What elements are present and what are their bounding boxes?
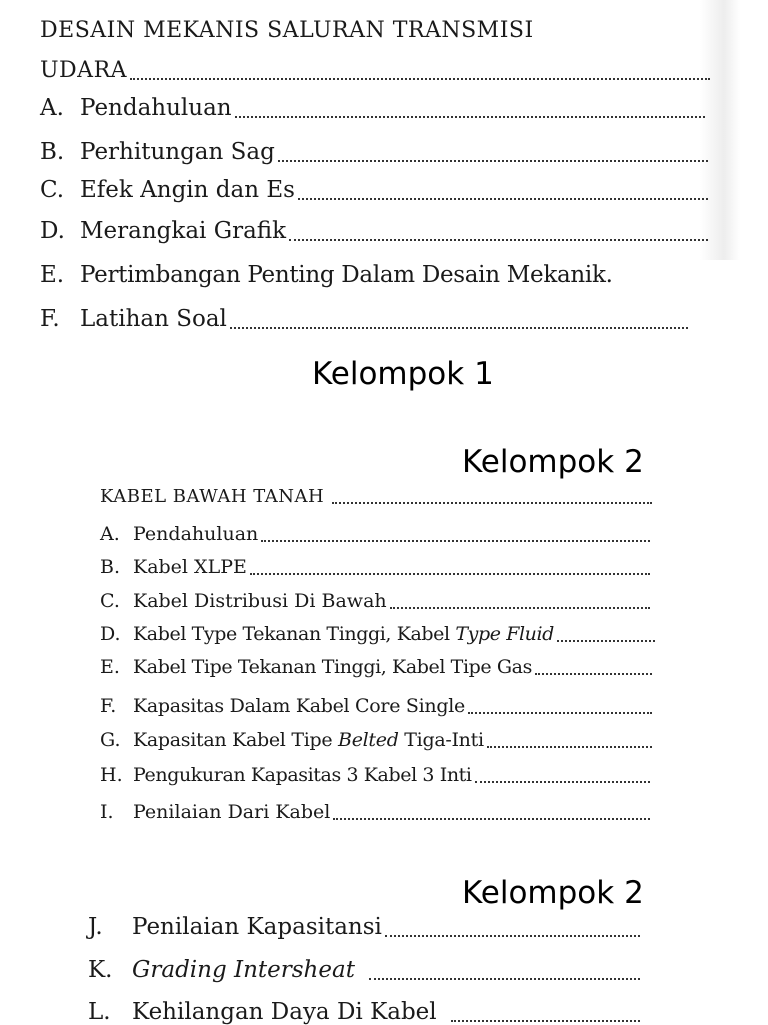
toc-item [100,623,655,645]
item-letter: I. [100,801,114,823]
section-title: KABEL BAWAH TANAH [100,486,325,507]
item-letter: L. [88,999,111,1025]
dot-leader [289,239,708,241]
dot-leader [130,78,710,80]
item-text: Merangkai Grafik [80,218,287,244]
item-text [133,623,554,645]
toc-item [40,218,708,244]
item-letter: J. [88,914,103,940]
item-letter: D. [40,218,65,244]
dot-leader [250,573,650,575]
item-letter: F. [40,306,60,332]
dot-leader [535,673,652,675]
item-letter: H. [100,764,123,786]
dot-leader [468,712,652,714]
dot-leader [451,1020,640,1022]
item-letter: E. [100,656,120,678]
toc-item [100,556,650,578]
item-text: Latihan Soal [80,306,227,332]
group-label-2: Kelompok 2 [462,444,644,480]
item-letter: D. [100,623,121,645]
item-letter: B. [40,139,65,165]
dot-leader [332,502,652,504]
item-text: Pendahuluan [133,523,259,545]
toc-item [88,957,640,983]
item-text [133,729,484,751]
item-text: Efek Angin dan Es [80,177,295,203]
item-letter: G. [100,729,121,751]
item-text: Kabel XLPE [133,556,247,578]
item-text: Pengukuran Kapasitas 3 Kabel 3 Inti [133,764,472,786]
dot-leader [230,327,688,329]
section-title-line2 [40,58,710,83]
item-letter: B. [100,556,121,578]
dot-leader [390,607,650,609]
dot-leader [261,540,650,542]
toc-item [40,177,708,203]
item-text-plain: Kapasitan Kabel Tipe [133,729,339,751]
dot-leader [278,160,708,162]
toc-item [88,914,640,940]
section-title: DESAIN MEKANIS SALURAN TRANSMISI [40,18,534,43]
toc-item [40,306,688,332]
item-text-italic: Belted [338,729,399,751]
dot-leader [369,978,640,980]
item-text: Kehilangan Daya Di Kabel [132,999,437,1025]
item-letter: E. [40,262,65,288]
item-text: Kabel Tipe Tekanan Tinggi, Kabel Tipe Gas [133,656,532,678]
item-text: Perhitungan Sag [80,139,275,165]
toc-item [88,999,640,1025]
item-text [132,957,355,983]
group-label-2-continued: Kelompok 2 [462,875,644,911]
toc-item [100,590,650,612]
item-letter: A. [100,523,120,545]
item-letter: A. [40,95,64,121]
item-letter: K. [88,957,113,983]
item-letter: C. [40,177,65,203]
toc-item [100,764,650,786]
item-letter: F. [100,695,117,717]
dot-leader [298,198,708,200]
item-text: Pendahuluan [80,95,232,121]
toc-item [100,523,650,545]
item-text: Penilaian Kapasitansi [132,914,382,940]
dot-leader [235,116,705,118]
toc-item [40,262,708,288]
dot-leader [385,935,640,937]
item-text: Kapasitas Dalam Kabel Core Single [133,695,465,717]
section-title-line1 [40,18,700,43]
item-text: Penilaian Dari Kabel [133,801,331,823]
toc-item [100,729,652,751]
toc-item [100,656,652,678]
item-text: Kabel Distribusi Di Bawah [133,590,387,612]
item-text-italic: Type Fluid [455,623,554,645]
dot-leader [487,746,652,748]
dot-leader [333,818,650,820]
dot-leader [475,781,650,783]
item-text-plain-end: Tiga-Inti [398,729,484,751]
item-letter: C. [100,590,120,612]
dot-leader [557,640,655,642]
item-text: Pertimbangan Penting Dalam Desain Mekanik. [80,262,613,288]
toc-item [40,139,708,165]
toc-item [100,695,652,717]
section-title-continued: UDARA [40,58,128,83]
group-label-1: Kelompok 1 [312,356,494,392]
toc-item [100,801,650,823]
toc-item [40,95,705,121]
section-title-line [100,486,652,507]
item-text-italic: Grading Intersheat [132,957,355,983]
item-text-plain: Kabel Type Tekanan Tinggi, Kabel [133,623,456,645]
